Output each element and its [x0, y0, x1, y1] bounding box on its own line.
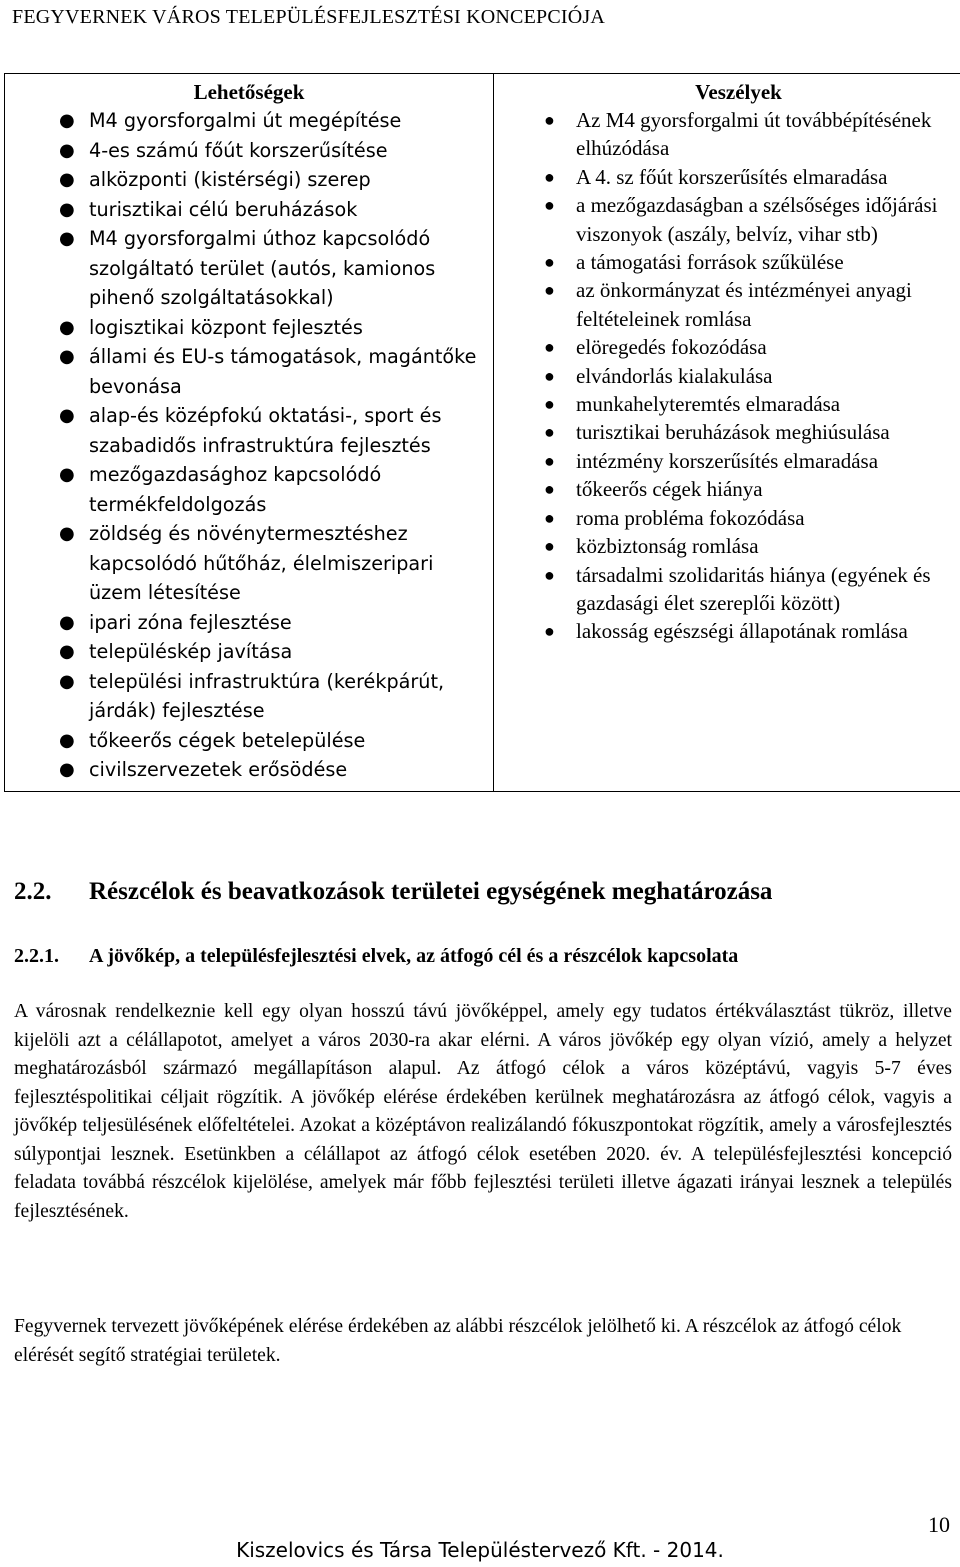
list-item-text: alközponti (kistérségi) szerep — [89, 168, 371, 191]
threats-heading: Veszélyek — [695, 80, 782, 104]
list-item-text: a mezőgazdaságban a szélsőséges időjárási viszonyok (aszály, belvíz, vihar stb) — [576, 193, 938, 246]
list-item — [500, 276, 960, 333]
list-item — [11, 313, 487, 343]
bullet-dot-icon: ● — [59, 169, 75, 190]
bullet-dot-icon: ● — [59, 316, 75, 338]
list-item — [500, 447, 960, 475]
list-item-text: roma probléma fokozódása — [576, 505, 805, 530]
bullet-dot-icon: ● — [544, 564, 555, 585]
bullet-dot-icon: ● — [544, 536, 555, 557]
list-item-text: Az M4 gyorsforgalmi út továbbépítésének elhúzódása — [576, 108, 932, 161]
running-header: FEGYVERNEK VÁROS TELEPÜLÉSFEJLESZTÉSI KONCEPCIÓJA — [12, 6, 605, 28]
bullet-dot-icon: ● — [544, 252, 555, 273]
list-item — [500, 390, 960, 418]
list-item-text: elvándorlás kialakulása — [576, 363, 773, 388]
bullet-dot-icon: ● — [59, 405, 75, 426]
opportunities-heading: Lehetőségek — [193, 80, 305, 104]
list-item — [500, 475, 960, 503]
bullet-dot-icon: ● — [59, 611, 75, 633]
list-item — [11, 608, 487, 638]
list-item-text: a támogatási források szűkülése — [576, 250, 844, 275]
swot-row — [5, 74, 960, 792]
section-heading-2-2 — [14, 876, 772, 908]
bullet-dot-icon: ● — [544, 365, 555, 386]
bullet-dot-icon: ● — [544, 394, 555, 415]
bullet-dot-icon: ● — [59, 110, 75, 131]
list-item — [11, 637, 487, 667]
bullet-dot-icon: ● — [544, 422, 555, 443]
section-title: A jövőkép, a településfejlesztési elvek, az átfogó cél és a részcélok kapcsolata — [89, 945, 739, 967]
list-item-text: M4 gyorsforgalmi úthoz kapcsolódó szolgáltató terület (autós, kamionos pihenő szolgáltatásokkal) — [89, 227, 436, 309]
list-item-text: társadalmi szolidaritás hiánya (egyének és gazdasági élet szereplői között) — [576, 562, 931, 615]
list-item — [500, 362, 960, 390]
list-item — [500, 617, 960, 645]
bullet-dot-icon: ● — [544, 195, 555, 216]
bullet-dot-icon: ● — [544, 337, 555, 358]
list-item-text: zöldség és növénytermesztéshez kapcsolódó hűtőház, élelmiszeripari üzem létesítése — [89, 522, 434, 604]
list-item — [500, 418, 960, 446]
bullet-dot-icon: ● — [59, 346, 75, 367]
list-item-text: tőkeerős cégek betelepülése — [89, 728, 366, 752]
page-number: 10 — [928, 1512, 950, 1537]
list-item-text: ipari zóna fejlesztése — [89, 610, 292, 634]
list-item — [11, 667, 487, 726]
list-item — [11, 519, 487, 608]
list-item — [11, 224, 487, 313]
list-item-text: településkép javítása — [89, 640, 293, 663]
list-item-text: elöregedés fokozódása — [576, 335, 767, 360]
list-item — [11, 195, 487, 225]
section-number: 2.2. — [14, 878, 52, 905]
list-item — [11, 165, 487, 195]
page-footer: Kiszelovics és Társa Településtervező Kft. - 2014. — [236, 1538, 724, 1562]
bullet-dot-icon: ● — [59, 139, 75, 161]
bullet-dot-icon: ● — [59, 759, 75, 780]
bullet-dot-icon: ● — [544, 621, 555, 642]
list-item-text: az önkormányzat és intézményei anyagi feltételeinek romlása — [576, 278, 912, 331]
opportunities-column — [5, 74, 494, 792]
bullet-dot-icon: ● — [544, 507, 555, 528]
list-item — [11, 401, 487, 460]
list-item-text: tőkeerős cégek hiánya — [576, 477, 763, 502]
bullet-dot-icon: ● — [59, 228, 75, 249]
list-item-text: turisztikai beruházások meghiúsulása — [576, 420, 890, 445]
list-item — [500, 248, 960, 276]
list-item — [500, 561, 960, 618]
list-item — [500, 191, 960, 248]
list-item-text: mezőgazdasághoz kapcsolódó termékfeldolgozás — [89, 463, 382, 516]
list-item-text: alap-és középfokú oktatási-, sport és szabadidős infrastruktúra fejlesztés — [89, 404, 442, 457]
list-item-text: 4-es számú főút korszerűsítése — [89, 138, 388, 162]
section-heading-2-2-1 — [14, 943, 738, 969]
opportunities-list — [11, 106, 487, 785]
list-item-text: civilszervezetek erősödése — [89, 758, 348, 781]
list-item — [500, 106, 960, 163]
list-item-text: logisztikai központ fejlesztés — [89, 315, 363, 339]
list-item-text: települési infrastruktúra (kerékpárút, járdák) fejlesztése — [89, 669, 445, 722]
bullet-dot-icon: ● — [544, 479, 555, 500]
bullet-dot-icon: ● — [544, 280, 555, 301]
list-item-text: állami és EU-s támogatások, magántőke bevonása — [89, 345, 477, 398]
bullet-dot-icon: ● — [59, 198, 75, 220]
swot-table — [4, 73, 960, 792]
body-paragraph: Fegyvernek tervezett jövőképének elérése érdekében az alábbi részcélok jelölhető ki. A részcélok az átfogó célok elérését segítő stratégiai területek. — [14, 1316, 902, 1366]
threats-list — [500, 106, 960, 646]
list-item — [500, 333, 960, 361]
list-item — [11, 755, 487, 785]
bullet-dot-icon: ● — [59, 641, 75, 662]
list-item — [11, 460, 487, 519]
list-item-text: A 4. sz főút korszerűsítés elmaradása — [576, 164, 888, 189]
bullet-dot-icon: ● — [544, 450, 555, 471]
list-item-text: közbiztonság romlása — [576, 534, 759, 559]
list-item — [11, 342, 487, 401]
bullet-dot-icon: ● — [59, 523, 75, 544]
bullet-dot-icon: ● — [59, 729, 75, 751]
threats-column — [494, 74, 960, 792]
list-item — [500, 163, 960, 191]
section-title: Részcélok és beavatkozások területei egységének meghatározása — [89, 878, 773, 905]
bullet-dot-icon: ● — [59, 670, 75, 692]
list-item — [500, 532, 960, 560]
bullet-dot-icon: ● — [59, 464, 75, 485]
bullet-dot-icon: ● — [544, 110, 555, 130]
list-item-text: lakosság egészségi állapotának romlása — [576, 619, 908, 644]
list-item-text: turisztikai célú beruházások — [89, 197, 358, 221]
list-item — [11, 106, 487, 136]
body-paragraph: A városnak rendelkeznie kell egy olyan hosszú távú jövőképpel, amely egy tudatos értékválasztást tükröz, illetve kijelöli azt a célállapotot, amelyet a város 2030-ra akar elérni. A város jövőkép egy olyan vízió, amely a helyzet meghatározásból származó megállapításon alapul. Az átfogó célok a város középtávú, vagyis 5-7 éves fejlesztéspolitikai céljait rögzítik. A jövőkép elérése érdekében kerülnek meghatározásra az átfogó célok, vagyis a jövőkép teljesülésének előfeltételei. Azokat a középtávon realizálandó fókuszpontokat rögzítik, amely a városfejlesztés súlypontjai lesznek. Esetünkben a célállapot az átfogó célok esetében 2020. év. A településfejlesztési koncepció feladata továbbá részcélok kijelölése, amelyek már főbb fejlesztési területi illetve ágazati irányai lesznek a település fejlesztésének. — [14, 1001, 952, 1222]
list-item — [11, 136, 487, 166]
bullet-dot-icon: ● — [544, 166, 555, 187]
list-item-text: intézmény korszerűsítés elmaradása — [576, 448, 879, 473]
section-number: 2.2.1. — [14, 945, 59, 967]
list-item — [11, 726, 487, 756]
list-item-text: munkahelyteremtés elmaradása — [576, 392, 841, 417]
list-item — [500, 504, 960, 532]
list-item-text: M4 gyorsforgalmi út megépítése — [89, 109, 402, 132]
